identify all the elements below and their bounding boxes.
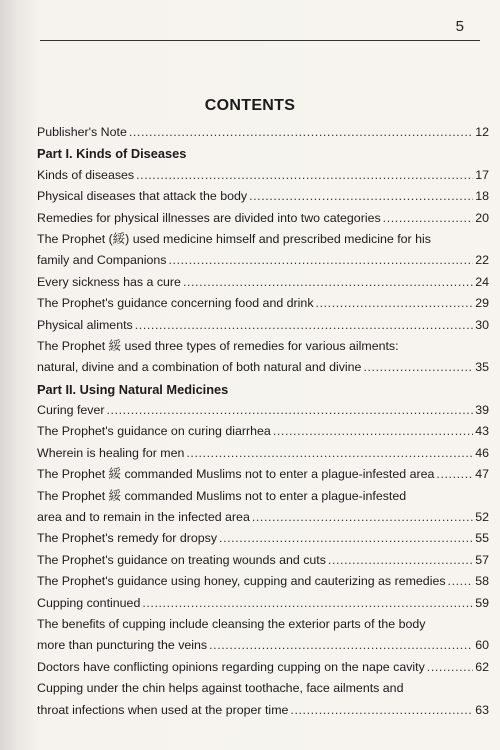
toc-entry-text: The Prophet (綏) used medicine himself and prescribed medicine for his — [37, 231, 431, 246]
toc-entry-text: Doctors have conflicting opinions regarding cupping on the nape cavity — [37, 659, 425, 674]
toc-entry-page: 60 — [475, 638, 489, 653]
dot-leader — [219, 528, 473, 549]
toc-entry — [37, 336, 489, 357]
toc-entry — [37, 657, 489, 678]
toc-entry-text: Every sickness has a cure — [37, 274, 181, 289]
toc-entry-page: 52 — [475, 510, 489, 525]
toc-entry-text: The Prophet's guidance on curing diarrhea — [37, 424, 271, 439]
toc-entry — [37, 400, 489, 421]
toc-entry — [37, 678, 489, 699]
toc-entry-page: 47 — [475, 467, 489, 482]
toc-entry-text: The Prophet's guidance on treating wounds and cuts — [37, 552, 326, 567]
toc-entry — [37, 507, 489, 528]
toc-entry-text: Part I. Kinds of Diseases — [37, 146, 187, 162]
toc-entry — [37, 593, 489, 614]
toc-entry-text: Physical aliments — [37, 317, 133, 332]
toc-entry — [37, 614, 489, 635]
toc-entry — [37, 571, 489, 592]
dot-leader — [363, 357, 473, 378]
toc-entry — [37, 122, 489, 143]
toc-entry-text: more than puncturing the veins — [37, 638, 208, 653]
toc-entry-text: Curing fever — [37, 403, 105, 418]
toc-part-heading — [37, 379, 489, 400]
toc-entry — [37, 464, 489, 485]
toc-entry-page: 12 — [475, 125, 489, 139]
toc-entry — [37, 315, 489, 336]
toc-entry-text: Cupping continued — [37, 595, 141, 610]
toc-entry-text: Kinds of diseases — [37, 167, 135, 182]
page-number: 5 — [455, 18, 464, 35]
page-title: CONTENTS — [204, 97, 296, 114]
toc-entry-page: 39 — [475, 403, 489, 418]
toc-entry-page: 18 — [475, 189, 489, 204]
toc-entry — [37, 486, 489, 507]
toc-entry-page: 57 — [475, 552, 489, 567]
toc-entry-page: 62 — [475, 659, 489, 674]
toc-entry-text: area and to remain in the infected area — [37, 510, 250, 525]
toc-entry-page: 20 — [475, 210, 489, 225]
toc-entry-page: 46 — [475, 445, 489, 460]
toc-entry-text: Remedies for physical illnesses are divided into two categories — [37, 210, 381, 225]
dot-leader — [129, 122, 473, 143]
dot-leader — [107, 400, 474, 421]
dot-leader — [209, 635, 473, 656]
toc-entry — [37, 229, 489, 250]
dot-leader — [328, 550, 473, 571]
toc-entry — [37, 272, 489, 293]
toc-entry-page: 22 — [475, 253, 489, 268]
dot-leader — [316, 293, 473, 314]
dot-leader — [183, 272, 473, 293]
toc-entry-page: 30 — [475, 317, 489, 332]
dot-leader — [249, 186, 473, 207]
dot-leader — [383, 208, 473, 229]
dot-leader — [252, 507, 473, 528]
toc-entry — [37, 635, 489, 656]
table-of-contents — [37, 122, 489, 721]
toc-entry-page: 43 — [475, 424, 489, 439]
toc-entry — [37, 528, 489, 549]
toc-entry — [37, 250, 489, 271]
toc-entry-page: 29 — [475, 296, 489, 311]
toc-entry — [37, 550, 489, 571]
toc-entry-text: Part II. Using Natural Medicines — [37, 381, 229, 397]
dot-leader — [168, 250, 473, 271]
dot-leader — [448, 571, 473, 592]
toc-entry-text: The Prophet 綏 commanded Muslims not to enter a plague-infested area — [37, 467, 435, 482]
toc-entry-text: The Prophet's remedy for dropsy — [37, 531, 218, 546]
toc-entry — [37, 208, 489, 229]
toc-entry-page: 55 — [475, 531, 489, 546]
toc-entry-page: 35 — [475, 360, 489, 375]
toc-entry-page: 17 — [475, 167, 489, 182]
toc-entry-text: The benefits of cupping include cleansing the exterior parts of the body — [37, 616, 426, 631]
header-rule — [40, 40, 480, 41]
toc-entry-page: 63 — [475, 702, 489, 717]
toc-entry — [37, 357, 489, 378]
dot-leader — [135, 315, 473, 336]
dot-leader — [436, 464, 473, 485]
toc-entry-text: The Prophet 綏 used three types of remedies for various ailments: — [37, 338, 399, 353]
toc-entry-text: throat infections when used at the proper time — [37, 702, 289, 717]
toc-entry-text: The Prophet's guidance using honey, cupping and cauterizing as remedies — [37, 574, 446, 589]
dot-leader — [186, 443, 473, 464]
toc-entry — [37, 186, 489, 207]
toc-entry-text: Wherein is healing for men — [37, 445, 185, 460]
toc-entry-text: Physical diseases that attack the body — [37, 189, 248, 204]
dot-leader — [290, 700, 473, 721]
dot-leader — [142, 593, 473, 614]
toc-entry-text: natural, divine and a combination of both natural and divine — [37, 360, 362, 375]
toc-entry-page: 58 — [475, 574, 489, 589]
toc-entry — [37, 293, 489, 314]
toc-entry-page: 59 — [475, 595, 489, 610]
toc-entry-text: family and Companions — [37, 253, 167, 268]
dot-leader — [427, 657, 473, 678]
toc-entry — [37, 443, 489, 464]
toc-entry-page: 24 — [475, 274, 489, 289]
toc-entry-text: Publisher's Note — [37, 125, 127, 139]
toc-entry — [37, 421, 489, 442]
toc-part-heading — [37, 143, 489, 164]
toc-entry-text: The Prophet 綏 commanded Muslims not to enter a plague-infested — [37, 488, 407, 503]
toc-entry-text: Cupping under the chin helps against toothache, face ailments and — [37, 681, 404, 696]
toc-entry — [37, 700, 489, 721]
dot-leader — [273, 421, 473, 442]
dot-leader — [136, 165, 473, 186]
toc-entry — [37, 165, 489, 186]
toc-entry-text: The Prophet's guidance concerning food and drink — [37, 296, 314, 311]
